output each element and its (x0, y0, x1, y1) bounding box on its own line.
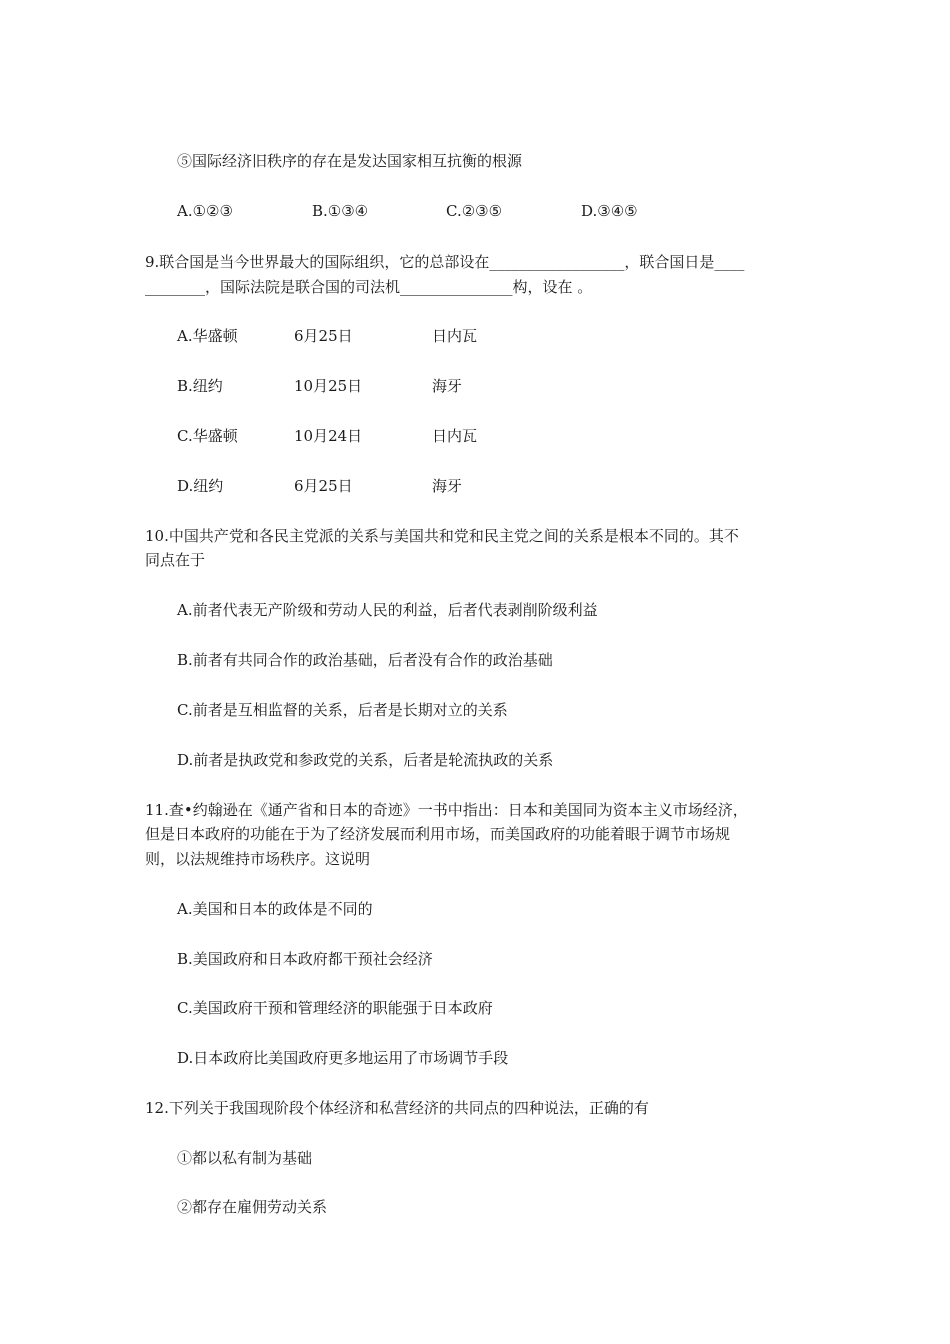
q11-stem-line1: 11.查•约翰逊在《通产省和日本的奇迹》一书中指出：日本和美国同为资本主义市场经济， (145, 801, 748, 819)
q8-option-d: D.③④⑤ (581, 202, 638, 220)
q10-option-b: B.前者有共同合作的政治基础，后者没有合作的政治基础 (177, 651, 553, 669)
q9-option-b-letter: B.纽约 (177, 377, 223, 395)
q9-option-a-place: 日内瓦 (432, 327, 478, 345)
q9-option-c-date: 10月24日 (294, 427, 363, 445)
q11-option-d: D.日本政府比美国政府更多地运用了市场调节手段 (177, 1049, 509, 1067)
q10-stem-line2: 同点在于 (145, 551, 206, 569)
q9-stem-line1: 9.联合国是当今世界最大的国际组织，它的总部设在__________________，联合国日是____ (145, 253, 745, 271)
q11-stem-line3: 则，以法规维持市场秩序。这说明 (145, 850, 371, 868)
q9-stem-line2: ________，国际法院是联合国的司法机_______________构，设在 。 (145, 278, 593, 296)
q11-option-c: C.美国政府干预和管理经济的职能强于日本政府 (177, 999, 493, 1017)
q9-option-b-date: 10月25日 (294, 377, 363, 395)
q11-option-b: B.美国政府和日本政府都干预社会经济 (177, 950, 433, 968)
q10-option-d: D.前者是执政党和参政党的关系，后者是轮流执政的关系 (177, 751, 554, 769)
q10-option-a: A.前者代表无产阶级和劳动人民的利益，后者代表剥削阶级利益 (177, 601, 598, 619)
q8-option-b: B.①③④ (312, 202, 369, 220)
q9-option-b-place: 海牙 (432, 377, 463, 395)
q12-stem-line1: 12.下列关于我国现阶段个体经济和私营经济的共同点的四种说法，正确的有 (145, 1099, 649, 1117)
q12-item-2: ②都存在雇佣劳动关系 (177, 1198, 328, 1216)
q10-stem-line1: 10.中国共产党和各民主党派的关系与美国共和党和民主党之间的关系是根本不同的。其不 (145, 527, 739, 545)
q8-option-a: A.①②③ (177, 202, 233, 220)
q9-option-d-place: 海牙 (432, 477, 463, 495)
q9-option-a-letter: A.华盛顿 (177, 327, 238, 345)
q8-item-5: ⑤国际经济旧秩序的存在是发达国家相互抗衡的根源 (177, 152, 523, 170)
q9-option-d-date: 6月25日 (294, 477, 353, 495)
q9-option-a-date: 6月25日 (294, 327, 353, 345)
q9-option-d-letter: D.纽约 (177, 477, 224, 495)
q9-option-c-letter: C.华盛顿 (177, 427, 238, 445)
q12-item-1: ①都以私有制为基础 (177, 1149, 313, 1167)
q9-option-c-place: 日内瓦 (432, 427, 478, 445)
q8-option-c: C.②③⑤ (446, 202, 503, 220)
q11-option-a: A.美国和日本的政体是不同的 (177, 900, 373, 918)
q11-stem-line2: 但是日本政府的功能在于为了经济发展而利用市场，而美国政府的功能着眼于调节市场规 (145, 825, 731, 843)
q10-option-c: C.前者是互相监督的关系，后者是长期对立的关系 (177, 701, 508, 719)
